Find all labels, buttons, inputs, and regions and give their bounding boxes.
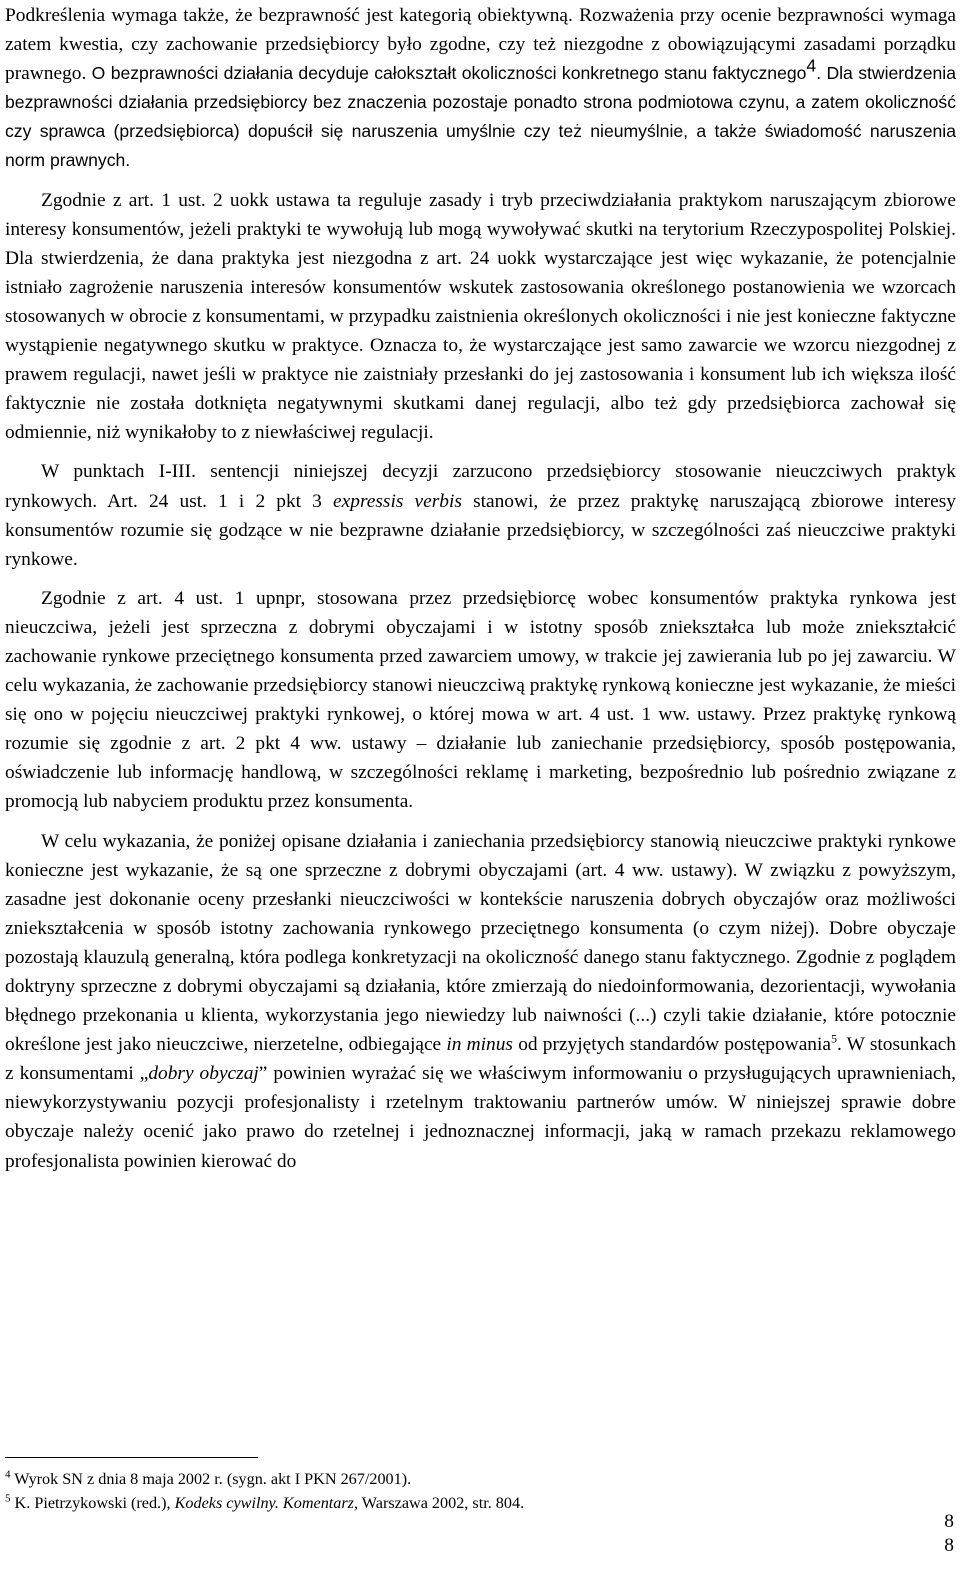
p1-text-e: Dla stwierdzenia bezprawności działania przedsiębiorcy bez znaczenia pozostaje ponadto strona podmiotowa czynu, a zatem okoliczność czy sprawca (przedsiębiorca) dopuścił się naruszenia umyślnie czy też nieumyślnie, a także świadomość naruszenia norm prawnych. — [5, 63, 956, 171]
p3-italic: expressis verbis — [333, 490, 462, 512]
footnote-5 — [5, 1491, 945, 1515]
p5-text-c: . W stosunkach z konsumentami „ — [5, 1034, 956, 1085]
footnote-5-italic: Kodeks cywilny. Komentarz — [174, 1494, 354, 1512]
footnote-4 — [5, 1467, 945, 1491]
paragraph-1 — [5, 1, 956, 176]
footnote-5-text-post: , Warszawa 2002, str. 804. — [353, 1494, 525, 1512]
page-number-top: 8 — [944, 1511, 954, 1532]
p3-text-a: W punktach I-III. sentencji niniejszej decyzji zarzucono przedsiębiorcy stosowanie nieuczciwych praktyk rynkowych. Art. 24 ust. 1 i 2 pkt 3 — [5, 461, 956, 512]
footnote-separator — [5, 1457, 258, 1458]
paragraph-3 — [5, 457, 956, 573]
footnote-ref-5[interactable]: 5 — [831, 1031, 837, 1046]
p5-text-b: od przyjętych standardów postępowania — [518, 1034, 831, 1056]
p5-text-a: W celu wykazania, że poniżej opisane działania i zaniechania przedsiębiorcy stanowią nieuczciwe praktyki rynkowe konieczne jest wykazanie, że są one sprzeczne z dobrymi obyczajami (art. 4 ww. ustawy). W związku z powyższym, zasadne jest dokonanie oceny przesłanki nieuczciwości w kontekście naruszenia dobrych obyczajów oraz możliwości zniekształcenia w sposób istotny zachowania rynkowego przeciętnego konsumenta (o czym niżej). Dobre obyczaje pozostają klauzulą generalną, która podlega konkretyzacji na okoliczność danego stanu faktycznego. Zgodnie z poglądem doktryny sprzeczne z dobrymi obyczajami są działania, które zmierzają do niedoinformowania, dezorientacji, wywołania błędnego przekonania u klienta, wykorzystania jego niewiedzy lub naiwności (...) czyli takie działanie, które potocznie określone jest jako nieuczciwe, nierzetelne, odbiegające — [5, 830, 956, 1056]
p5-italic-1: in minus — [446, 1034, 513, 1056]
p5-text-d: ” powinien wyrażać się we właściwym informowaniu o przysługujących uprawnieniach, niewykorzystywaniu pozycji profesjonalisty i rzetelnym traktowaniu partnerów umów. W niniejszej sprawie dobre obyczaje należy ocenić jako prawo do rzetelnej i jednoznacznej informacji, jaką w ramach przekazu reklamowego profesjonalista powinien kierować do — [5, 1063, 956, 1172]
footnotes — [5, 1467, 945, 1515]
p2-text: Zgodnie z art. 1 ust. 2 uokk ustawa ta reguluje zasady i tryb przeciwdziałania praktykom naruszającym zbiorowe interesy konsumentów, jeżeli praktyki te wywołują lub mogą wywoływać skutki na terytorium Rzeczypospolitej Polskiej. Dla stwierdzenia, że dana praktyka jest niezgodna z art. 24 uokk wystarczające jest więc wykazanie, że potencjalnie istniało zagrożenie naruszenia interesów konsumentów wskutek zastosowania określonego postanowienia we wzorcach stosowanych w obrocie z konsumentami, w przypadku zaistnienia określonych okoliczności i nie jest konieczne faktyczne wystąpienie negatywnego skutku w praktyce. Oznacza to, że wystarczające jest samo zawarcie we wzorcu niezgodnej z prawem regulacji, nawet jeśli w praktyce nie zaistniały przesłanki do jej zastosowania i konsument lub ich większa ilość faktycznie nie została dotknięta negatywnymi skutkami danej regulacji, albo też gdy przedsiębiorca zachował się odmiennie, niż wynikałoby to z niewłaściwej regulacji. — [5, 189, 956, 444]
p5-italic-2: dobry obyczaj — [148, 1063, 259, 1085]
page-number — [944, 1510, 954, 1558]
footnote-4-text: Wyrok SN z dnia 8 maja 2002 r. (sygn. akt I PKN 267/2001). — [14, 1470, 412, 1488]
p1-text-c: O bezprawności działania decyduje całokształt okoliczności konkretnego stanu faktycznego — [91, 63, 807, 84]
p3-text-b: stanowi, że przez praktykę naruszającą zbiorowe interesy konsumentów rozumie się godzące w nie bezprawne działanie przedsiębiorcy, w szczególności zaś nieuczciwe praktyki rynkowe. — [5, 490, 956, 570]
p4-text: Zgodnie z art. 4 ust. 1 upnpr, stosowana przez przedsiębiorcę wobec konsumentów praktyka rynkowa jest nieuczciwa, jeżeli jest sprzeczna z dobrymi obyczajami i w istotny sposób zniekształca lub może zniekształcić zachowanie rynkowe przeciętnego konsumenta przed zawarciem umowy, w trakcie jej zawierania lub po jej zawarciu. W celu wykazania, że zachowanie przedsiębiorcy stanowi nieuczciwą praktykę rynkową konieczne jest wykazanie, że mieści się ono w pojęciu nieuczciwej praktyki rynkowej, o której mowa w art. 4 ust. 1 ww. ustawy. Przez praktykę rynkową rozumie się zgodnie z art. 2 pkt 4 ww. ustawy – działanie lub zaniechanie przedsiębiorcy, sposób postępowania, oświadczenie lub informację handlową, w szczególności reklamę i marketing, bezpośrednio lub pośrednio związane z promocją lub nabyciem produktu przez konsumenta. — [5, 587, 956, 813]
p1-text-b: Rozważenia przy ocenie bezprawności wymaga zatem kwestia, czy zachowanie przedsiębiorcy było zgodne, czy też niezgodne z obowiązującymi zasadami porządku prawnego. — [5, 5, 956, 85]
footnote-4-number: 4 — [5, 1468, 11, 1481]
page-number-bottom: 8 — [944, 1535, 954, 1556]
footnote-5-number: 5 — [5, 1492, 11, 1505]
footnote-ref-4[interactable]: 4 — [806, 55, 817, 76]
p1-text-d: . — [816, 63, 822, 84]
footnote-5-text-pre: K. Pietrzykowski (red.), — [14, 1494, 175, 1512]
paragraph-2 — [5, 186, 956, 448]
paragraph-5 — [5, 827, 956, 1176]
paragraph-4 — [5, 584, 956, 817]
p1-text-a: Podkreślenia wymaga także, że bezprawność jest kategorią obiektywną. — [5, 5, 573, 26]
